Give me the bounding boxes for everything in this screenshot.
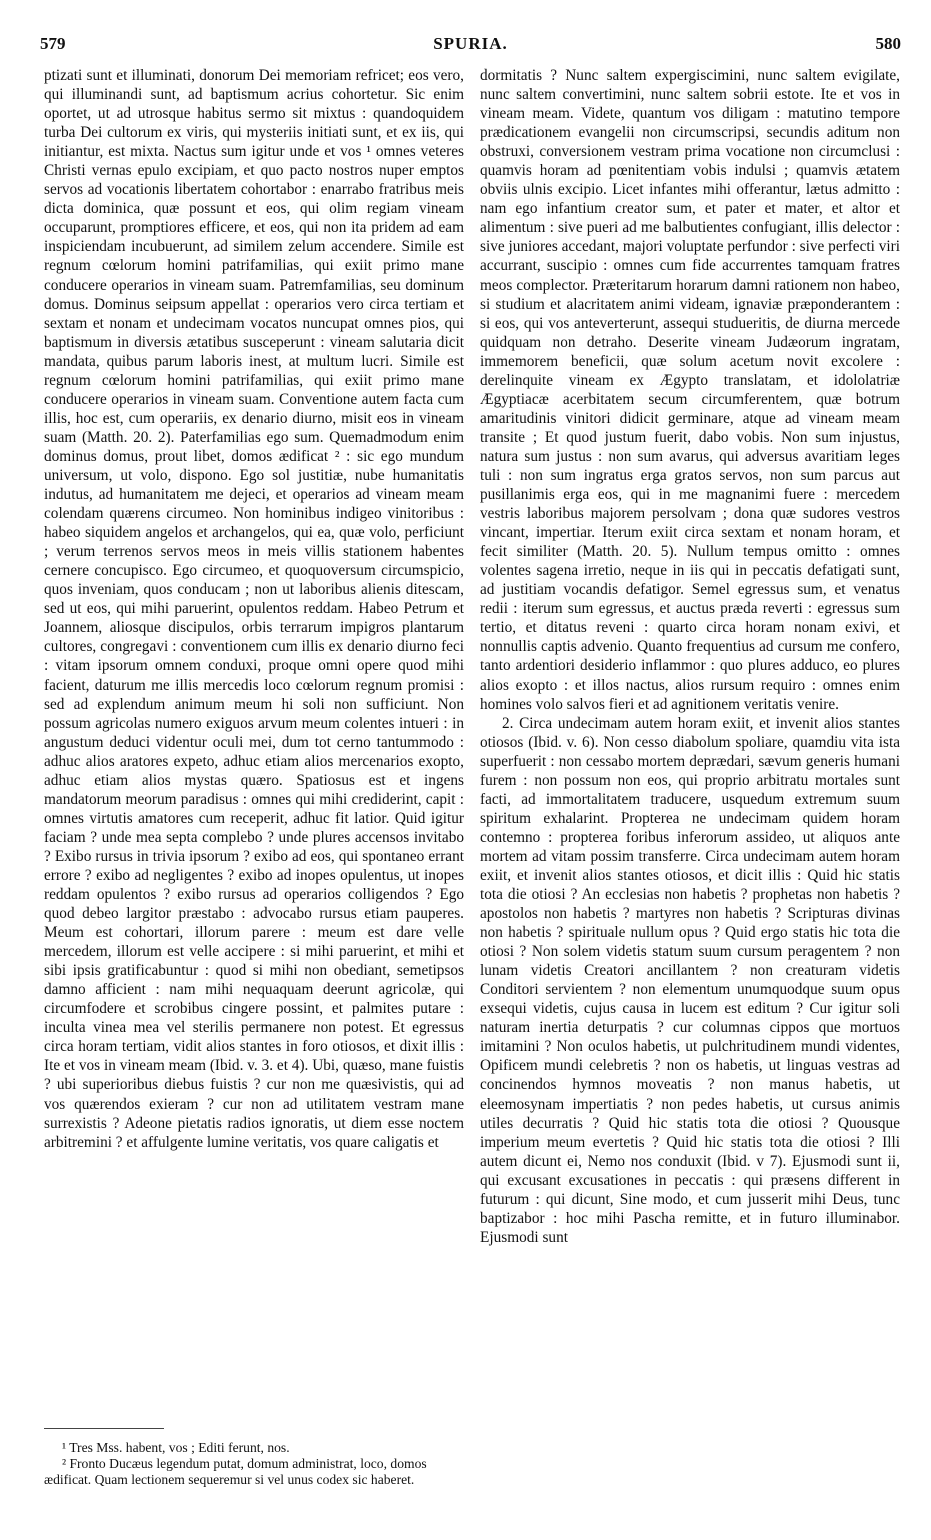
right-paragraph-1: dormitatis ? Nunc saltem expergiscimini, nunc saltem evigilate, nunc saltem convertimini, nunc saltem sobrii estote. Ite et vos in vineam meam. Videte, quantum vos diligam : matutino tempore prædicationem evangelii non circumscripsi, secundis aditum non obstruxi, conversionem vestram prima vocatione non circumclusi : quamvis horam ad pœnitentiam vobis indulsi ; quamvis ætatem obviis ulnis excipio. Licet infantes mihi offerantur, lætus admitto : nam ego infantium creator sum, et pater et mater, et altor et alimentum : sive pueri ad me balbutientes confugiant, illis delector : sive juniores accedant, majori voluptate perfundor : sive perfecti viri accurrant, suscipio : omnes cum fide accurrentes tamquam fratres meos complector. Præteritarum horarum damni rationem non habeo, si studium et alacritatem animi videam, ignaviæ præponderantem : si eos, qui vos anteverterunt, assequi studueritis, de diurna mercede quidquam non detraho. Deserite vineam Judæorum ingratam, immemorem beneficii, quæ solum acetum novit excolere : derelinquite vineam ex Ægypto translatam, et idololatriæ Ægyptiacæ acerbitatem secum circumferentem, quæ botrum amaritudinis vinitori didicit germinare, atque ad vineam meam transite ; Et quod justum fuerit, dabo vobis. Non sum injustus, natura sum justus : non sum avarus, qui adversus avaritiam leges tuli : non sum ingratus erga gratos servos, non sum parcus aut pusillanimis erga eos, qui in me magnanimi fuere : mercedem vestris laboribus majorem persolvam ; dona quæ sudores vestros vincant, impertiar. Iterum exiit circa sextam et nonam horam, et fecit similiter (Matth. 20. 5). Nullum tempus omitto : omnes volentes sagena irretio, neque in iis qui in peccatis defatigati sunt, ad justitiam vocandis defatigor. Semel egressus sum, et venatus redii : iterum sum egressus, et auctus præda reverti : egressus sum tertio, et ditatus reveni : quarto circa horam nonam exivi, et nonnullis captis advenio. Quanto frequentius ad cursum me confero, tanto ardentiori desiderio inflammor : quo plures adduco, eo plures alios exopto : et illos nactus, alios rursum requiro : omnes enim homines volo salvos fieri et ad agnitionem veritatis venire. [480, 67, 900, 713]
left-page-number: 579 [40, 34, 66, 53]
right-page-number: 580 [875, 34, 901, 53]
footnote-1: ¹ Tres Mss. habent, vos ; Editi ferunt, nos. [62, 1440, 290, 1455]
left-text-column [44, 66, 464, 1466]
right-text-column [480, 66, 900, 1466]
right-paragraph-2: 2. Circa undecimam autem horam exiit, et invenit alios stantes otiosos (Ibid. v. 6). Non cesso diabolum spoliare, quamdiu vita ista superfuerit : non cessabo mortem deprædari, sævum generis humani furem : non possum non eos, qui proprio arbitratu mortales sunt facti, ad immortalitatem traducere, usquedum extremum suum spiritum exhalarint. Propterea ne undecimam quidem horam contemno : propterea foribus inferorum assideo, ut aliquos ante mortem ad vitam possim transferre. Circa undecimam autem horam exiit, et invenit alios stantes otiosos, et dicit illis : Quid hic statis tota die otiosi ? An ecclesias non habetis ? prophetas non habetis ? apostolos non habetis ? martyres non habetis ? Scripturas divinas non habetis ? spirituale nullum opus ? Quid ergo statis hic tota die otiosi ? Non solem videtis statum suum cursum peragentem ? non lunam videtis Creatori ancillantem ? non creaturam videtis Conditori servientem ? non elementum unumquodque suum opus exsequi videtis, cujus causa in lucem est editum ? Cur igitur soli naturam inertia deturpatis ? cur columnas cippos que mortuos imitamini ? Non oculos habetis, ut pulchritudinem mundi videntes, Opificem mundi celebretis ? non os habetis, ut linguas vestras ad concinendos hymnos moveatis ? non manus habetis, ut eleemosynam impertiatis ? non pedes habetis, ut cursus animis utiles decurratis ? Quid hic statis tota die otiosi ? Quousque imperium meum evertetis ? Quid hic statis tota die otiosi ? Illi autem dicunt ei, Nemo nos conduxit (Ibid. v 7). Ejusmodi sunt ii, qui excusant excusationes in peccatis : qui præsens different in futurum : qui dicunt, Sine modo, et cum jusserit mihi Deus, tunc baptizabor : hoc mihi Pascha remitte, et in futuro illuminabor. Ejusmodi sunt [480, 714, 900, 1246]
footnote-2: ² Fronto Ducæus legendum putat, domum administrat, loco, domos ædificat. Quam lectionem sequeremur si vel unus codex sic haberet. [44, 1456, 427, 1487]
footnotes [44, 1434, 464, 1488]
left-column-text: ptizati sunt et illuminati, donorum Dei memoriam refricet; eos vero, qui illuminandi sunt, ad baptismum acrius cohortetur. Sic enim oportet, ut ad utrosque habitus sermo sit mixtus : quandoquidem turba Dei cultorum ex viris, qui mysteriis initiati sunt, et ex iis, qui initiantur, est mixta. Nactus sum igitur unde et vos ¹ omnes veteres Christi vernas epulo excipiam, et quo pacto nostros nuper emptos servos ad vocationis libertatem cohortabor : enarrabo fratribus meis dicta dominica, quæ possunt et eos, qui olim regiam vineam occuparunt, promptiores efficere, et eos, qui non ita pridem ad eam inspiciendam incubuerunt, ad similem zelum accendere. Simile est regnum cœlorum homini patrifamilias, qui exiit primo mane conducere operarios in vineam suam. Patremfamilias, seu dominum domus. Dominus seipsum appellat : operarios vero circa tertiam et sextam et nonam et undecimam vocatos nuncupat omnes pios, qui baptismum in diversis ætatibus susceperunt : vineam salutaria dicit mandata, quibus parum laboris inest, at multum lucri. Simile est regnum cœlorum homini patrifamilias, qui exiit primo mane conducere operarios in vineam suam. Conventione autem facta cum illis, hoc est, cum operariis, ex denario diurno, misit eos in vineam suam (Matth. 20. 2). Paterfamilias ego sum. Quemadmodum enim dominus domus, prout libet, domos ædificat ² : sic ego mundum universum, ut volo, dispono. Ego sol justitiæ, nube humanitatis indutus, ad humanitatem me dejeci, et operarios ad vineam meam colendam quærens circumeo. Non hominibus indigeo vinitoribus : habeo siquidem angelos et archangelos, qui ea, quæ volo, perficiunt ; verum terrenos servos meos in meis villis stationem habentes cernere concupisco. Ego circumeo, et quoquoversum circumspicio, quos inveniam, quos conducam ; non ut laboribus alienis ditescam, sed ut eos, qui mihi paruerint, opulentos reddam. Habeo Petrum et Joannem, aliosque discipulos, orbis terrarum impigros plantarum cultores, congregavi : conventionem cum illis ex denario diurno feci : vitam ipsorum omnem conduxi, proque omni opere quod mihi facient, daturum me illis mercedis loco cœlorum regnum promisi : sed ad explendum animum meum hi soli non sufficiunt. Non possum agricolas numero exiguos arvum meum colentes intueri : in angustum deduci videntur oculi mei, dum tot cerno tantummodo : adhuc alios aratores expeto, adhuc etiam alios mercenarios exopto, adhuc etiam alios mystas quæro. Spatiosus est et ingens mandatorum meorum paradisus : omnes qui mihi crediderint, capit : omnes virtutis amatores cum receperit, adhuc fit latior. Quid igitur faciam ? unde mea septa complebo ? unde plures accensos invitabo ? Exibo rursus in trivia ipsorum ? exibo ad eos, qui spontaneo errant errore ? exibo ad negligentes ? exibo ad inopes opulentus, ut inopes reddam opulentos ? exibo rursus ad operarios colligendos ? Ego quod debeo largitor præstabo : advocabo rursus etiam pauperes. Meum est cohortari, illorum parere : meum est dare velle mercedem, illorum est velle accipere : si mihi paruerint, et mihi et sibi ipsis gratificabuntur : quod si mihi non obediant, semetipsos damno afficient : nam mihi nequaquam deerunt agricolæ, qui circumfodere et scrobibus cingere possint, et palmites putare : inculta vinea mea vel sterilis permanere non potest. Et egressus circa horam tertiam, vidit alios stantes in foro otiosos, et dixit illis : Ite et vos in vineam meam (Ibid. v. 3. et 4). Ubi, quæso, mane fuistis ? ubi superioribus diebus fuistis ? cur non me quæsivistis, qui ad vos quærendos exieram ? cur non ad utilitatem vestram mane surrexistis ? Adeone pietatis radios ignoratis, ut diem esse noctem arbitremini ? et affulgente lumine veritatis, vos quare caligatis et [44, 67, 464, 1151]
running-title: SPURIA. [433, 34, 508, 53]
footnote-rule [44, 1428, 164, 1429]
page-header [40, 34, 901, 58]
